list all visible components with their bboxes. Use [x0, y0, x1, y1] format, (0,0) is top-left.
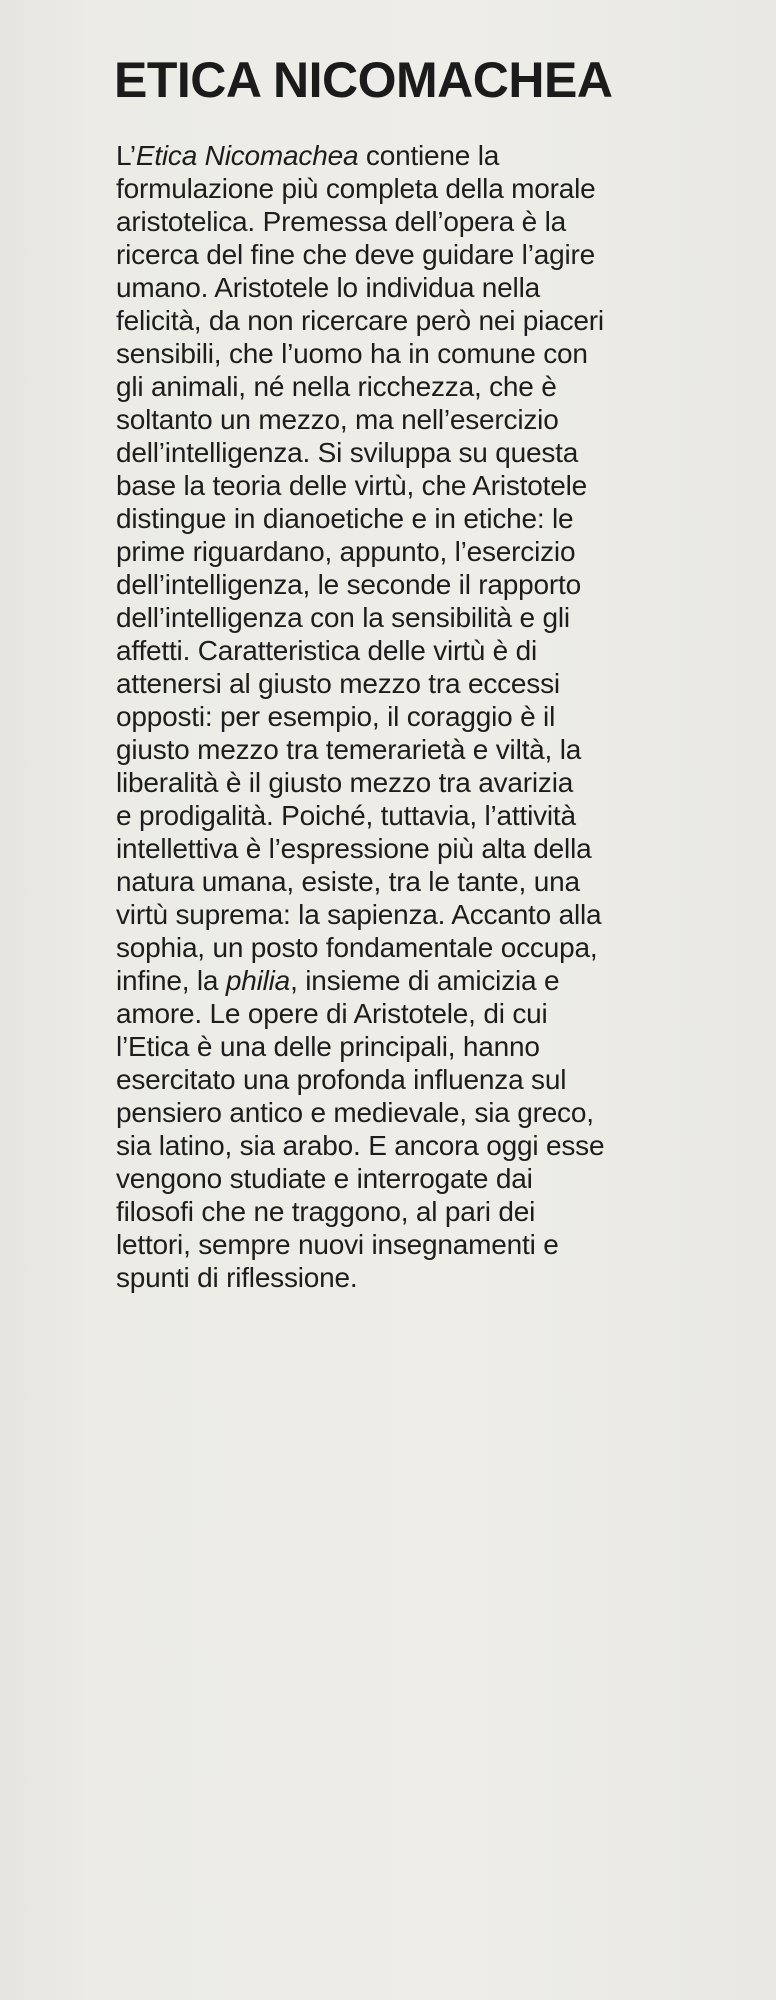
- text-segment: contiene la: [358, 140, 500, 171]
- text-line: sia latino, sia arabo. E ancora oggi esse: [116, 1130, 605, 1161]
- text-line: formulazione più completa della morale: [116, 173, 596, 204]
- text-segment: L’: [116, 140, 136, 171]
- text-line: liberalità è il giusto mezzo tra avarizia: [116, 767, 574, 798]
- text-line: natura umana, esiste, tra le tante, una: [116, 866, 580, 897]
- text-line: affetti. Caratteristica delle virtù è di: [116, 635, 538, 666]
- text-line: [116, 964, 716, 997]
- text-line: dell’intelligenza. Si sviluppa su questa: [116, 437, 579, 468]
- text-line: e prodigalità. Poiché, tuttavia, l’attività: [116, 800, 576, 831]
- text-line: dell’intelligenza con la sensibilità e gli: [116, 602, 570, 633]
- text-line: soltanto un mezzo, ma nell’esercizio: [116, 404, 559, 435]
- text-line: pensiero antico e medievale, sia greco,: [116, 1097, 594, 1128]
- text-line: amore. Le opere di Aristotele, di cui: [116, 998, 548, 1029]
- text-line: felicità, da non ricercare però nei piaceri: [116, 305, 604, 336]
- text-line: attenersi al giusto mezzo tra eccessi: [116, 668, 560, 699]
- text-line: virtù suprema: la sapienza. Accanto alla: [116, 899, 602, 930]
- book-title-italic: Etica Nicomachea: [135, 140, 359, 171]
- text-line: sophia, un posto fondamentale occupa,: [116, 932, 598, 963]
- text-line: dell’intelligenza, le seconde il rapporto: [116, 569, 581, 600]
- text-line: esercitato una profonda influenza sul: [116, 1064, 567, 1095]
- description-paragraph: [116, 139, 716, 1294]
- text-line: gli animali, né nella ricchezza, che è: [116, 371, 557, 402]
- text-line: aristotelica. Premessa dell’opera è la: [116, 206, 566, 237]
- text-line: lettori, sempre nuovi insegnamenti e: [116, 1229, 559, 1260]
- text-segment: , insieme di amicizia e: [290, 965, 560, 996]
- text-line: vengono studiate e interrogate dai: [116, 1163, 533, 1194]
- text-segment: infine, la: [116, 965, 226, 996]
- text-line: sensibili, che l’uomo ha in comune con: [116, 338, 588, 369]
- text-line: filosofi che ne traggono, al pari dei: [116, 1196, 536, 1227]
- text-line: distingue in dianoetiche e in etiche: le: [116, 503, 574, 534]
- text-line: intellettiva è l’espressione più alta della: [116, 833, 592, 864]
- page-title: ETICA NICOMACHEA: [114, 52, 613, 108]
- text-line: prime riguardano, appunto, l’esercizio: [116, 536, 576, 567]
- text-line: base la teoria delle virtù, che Aristotele: [116, 470, 587, 501]
- text-line: l’Etica è una delle principali, hanno: [116, 1031, 540, 1062]
- text-line: giusto mezzo tra temerarietà e viltà, la: [116, 734, 582, 765]
- text-line: spunti di riflessione.: [116, 1262, 358, 1293]
- philia-italic: philia: [225, 965, 291, 996]
- text-line: umano. Aristotele lo individua nella: [116, 272, 540, 303]
- text-line: [116, 139, 716, 172]
- text-line: opposti: per esempio, il coraggio è il: [116, 701, 556, 732]
- text-line: ricerca del fine che deve guidare l’agire: [116, 239, 595, 270]
